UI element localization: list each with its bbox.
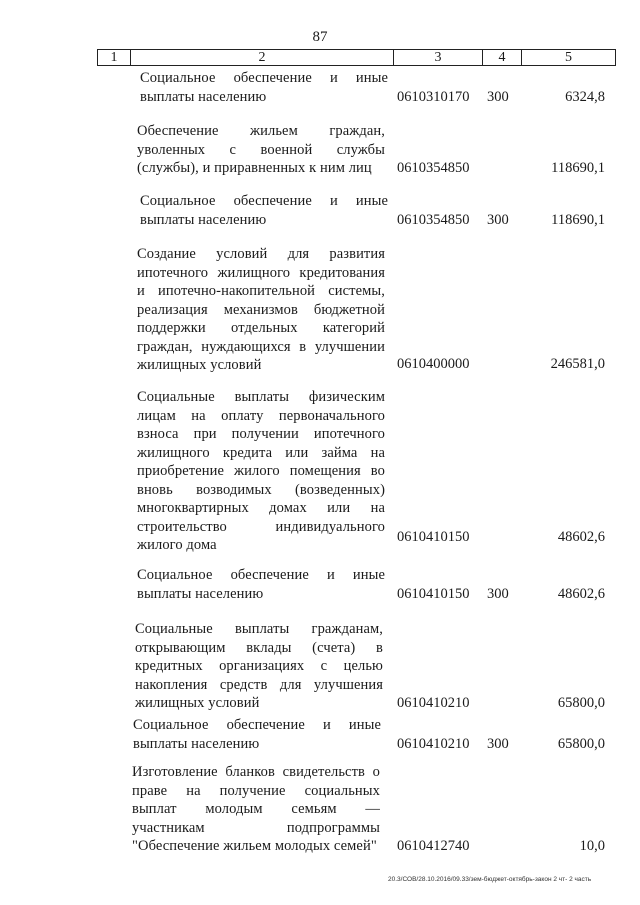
row-description: Изготовление бланков свидетельств о праве на получение социальных выплат молодым семьям — участникам подпрограммы "Обеспечение жильем молодых семей"	[132, 764, 380, 854]
row-code: 0610400000	[397, 355, 470, 372]
row-code: 0610310170	[397, 88, 470, 105]
column-header-5: 5	[565, 50, 572, 65]
row-code: 0610354850	[397, 159, 470, 176]
page-number: 87	[312, 29, 328, 45]
table-row	[0, 69, 640, 106]
row-amount: 118690,1	[551, 159, 605, 176]
row-code: 0610354850	[397, 211, 470, 228]
row-expense-type: 300	[487, 585, 509, 602]
row-amount: 65800,0	[557, 735, 605, 752]
row-code: 0610410150	[397, 585, 470, 602]
row-expense-type: 300	[487, 211, 509, 228]
row-code: 0610410210	[397, 735, 470, 752]
column-header-row	[97, 49, 616, 66]
row-description: Социальные выплаты физическим лицам на оплату первоначального взноса при получении ипотечного жилищного кредита или займа на приобретение жилого помещения во вновь возводимых (возведенных) многоквартирных домах или на строительство индивидуального жилого дома	[137, 389, 385, 553]
row-code: 0610410210	[397, 694, 470, 711]
row-amount: 10,0	[579, 837, 605, 854]
row-amount: 246581,0	[550, 355, 605, 372]
row-expense-type: 300	[487, 735, 509, 752]
table-row	[0, 122, 640, 177]
row-code: 0610412740	[397, 837, 470, 854]
column-header-2: 2	[131, 50, 394, 65]
table-row	[0, 716, 640, 753]
table-row	[0, 763, 640, 855]
table-row	[0, 388, 640, 553]
row-amount: 48602,6	[557, 585, 605, 602]
row-amount: 48602,6	[557, 528, 605, 545]
column-header-3: 3	[394, 50, 483, 65]
row-description: Создание условий для развития ипотечного жилищного кредитования и ипотечно-накопительной системы, реализация механизмов бюджетной поддержки отдельных категорий граждан, нуждающихся в улучшении жилищных условий	[137, 246, 385, 373]
row-description: Социальные выплаты гражданам, открывающим вклады (счета) в кредитных организациях с целью накопления средств для улучшения жилищных условий	[135, 621, 383, 711]
table-row	[0, 245, 640, 373]
table-row	[0, 620, 640, 712]
table-row	[0, 192, 640, 229]
row-description: Социальное обеспечение и иные выплаты населению	[140, 70, 388, 105]
row-description: Обеспечение жильем граждан, уволенных с военной службы (службы), и приравненных к ним лиц	[137, 123, 385, 176]
row-expense-type: 300	[487, 88, 509, 105]
row-amount: 65800,0	[557, 694, 605, 711]
column-header-4: 4	[483, 50, 522, 65]
row-amount: 6324,8	[565, 88, 605, 105]
document-footer-note: 20.3/СОВ/28.10.2016/09.33/зем-бюджет-октябрь-закон 2 чт- 2 часть	[388, 876, 592, 883]
row-description: Социальное обеспечение и иные выплаты населению	[133, 717, 381, 752]
row-description: Социальное обеспечение и иные выплаты населению	[140, 193, 388, 228]
column-header-1: 1	[98, 50, 131, 65]
row-amount: 118690,1	[551, 211, 605, 228]
row-code: 0610410150	[397, 528, 470, 545]
row-description: Социальное обеспечение и иные выплаты населению	[137, 567, 385, 602]
table-row	[0, 566, 640, 603]
